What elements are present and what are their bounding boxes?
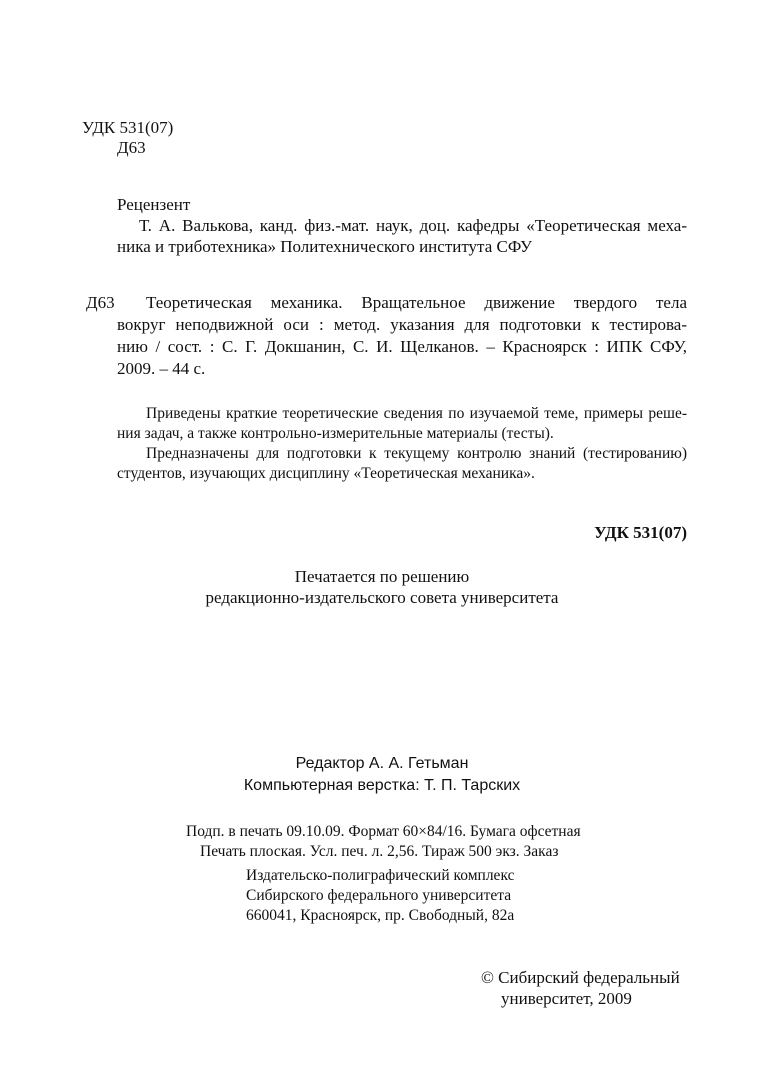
bibliography-line: Теоретическая механика. Вращательное движение твердого тела <box>146 293 687 312</box>
bibliography-code: Д63 <box>86 293 115 312</box>
abstract-line: студентов, изучающих дисциплину «Теоретическая механика». <box>117 465 535 482</box>
editor-credit: Редактор А. А. Гетьман <box>295 755 469 772</box>
publisher-line: Издательско-полиграфический комплекс <box>246 867 515 884</box>
publisher-line: 660041, Красноярск, пр. Свободный, 82а <box>246 907 515 924</box>
reviewer-line: Т. А. Валькова, канд. физ.-мат. наук, доц. кафедры «Теоретическая меха- <box>139 216 687 235</box>
abstract-line: Предназначены для подготовки к текущему контролю знаний (тестированию) <box>146 445 687 462</box>
print-info-line: Печать плоская. Усл. печ. л. 2,56. Тираж 500 экз. Заказ <box>200 843 559 860</box>
abstract-line: ния задач, а также контрольно-измерительные материалы (тесты). <box>117 425 554 442</box>
approval-line: Печатается по решению <box>294 567 470 586</box>
layout-credit: Компьютерная верстка: Т. П. Тарских <box>243 777 521 794</box>
bibliography-line: нию / сост. : С. Г. Докшанин, С. И. Щелканов. – Красноярск : ИПК СФУ, <box>117 337 687 356</box>
udc-code: УДК 531(07) <box>82 118 174 137</box>
reviewer-heading: Рецензент <box>117 195 191 214</box>
bibliography-line: 2009. – 44 с. <box>117 359 206 378</box>
reviewer-line: ника и триботехника» Политехнического института СФУ <box>117 237 532 256</box>
bibliography-line: вокруг неподвижной оси : метод. указания для подготовки к тестирова- <box>117 315 687 334</box>
print-info-line: Подп. в печать 09.10.09. Формат 60×84/16. Бумага офсетная <box>186 823 581 840</box>
copyright-line: © Сибирский федеральный <box>481 968 680 987</box>
publisher-line: Сибирского федерального университета <box>246 887 512 904</box>
approval-line: редакционно-издательского совета университета <box>205 588 559 607</box>
copyright-line: университет, 2009 <box>501 989 632 1008</box>
bbk-code: Д63 <box>117 138 146 157</box>
abstract-line: Приведены краткие теоретические сведения по изучаемой теме, примеры реше- <box>146 405 687 422</box>
udc-code-right: УДК 531(07) <box>594 523 687 542</box>
